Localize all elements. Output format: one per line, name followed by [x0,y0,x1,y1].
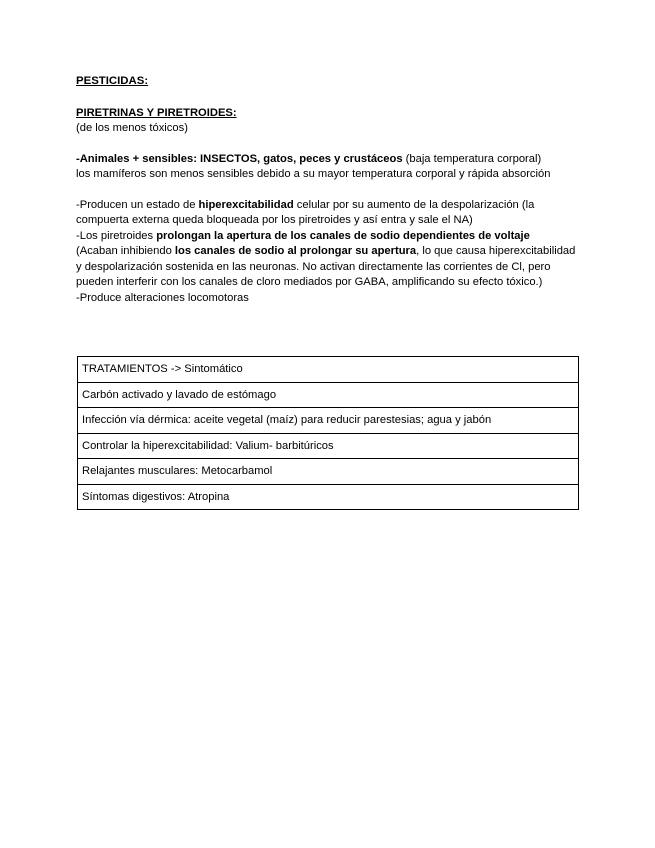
p1-text-c: celular por su aumento de la despolarización (la compuerta externa queda bloqueada por los piretroides y así entra y sale el NA) [76,198,535,226]
table-cell: TRATAMIENTOS -> Sintomático [78,357,579,383]
table-row [78,433,579,459]
p3-text-c: , lo que causa hiperexcitabilidad y despolarización sostenida en las neuronas. No activan directamente las corrientes de Cl, pero pueden interferir con los canales de cloro mediados por GABA, amplificando su efecto tóxico.) [76,245,576,288]
table-row [78,459,579,485]
section-subtitle: (de los menos tóxicos) [76,122,188,134]
mammals-line: los mamíferos son menos sensibles debido a su mayor temperatura corporal y rápida absorción [76,168,551,180]
table-cell: Relajantes musculares: Metocarbamol [78,459,579,485]
paragraph-inhibition [76,244,580,291]
animals-suffix: (baja temperatura corporal) [402,152,542,165]
p2-text-a: -Los piretroides [76,229,157,242]
treatments-table [77,356,579,510]
section-title: PIRETRINAS Y PIRETROIDES: [76,106,237,119]
paragraph-locomotor: -Produce alteraciones locomotoras [76,291,249,304]
document-body [76,74,580,306]
table-cell: Controlar la hiperexcitabilidad: Valium- barbitúricos [78,433,579,459]
table-cell: Carbón activado y lavado de estómago [78,382,579,408]
p3-bold: los canales de sodio al prolongar su apertura [174,245,417,257]
table-cell: Síntomas digestivos: Atropina [78,484,579,510]
p1-text-a: -Producen un estado de [76,198,199,211]
animals-bold-text: -Animales + sensibles: INSECTOS, gatos, peces y crustáceos [76,152,403,165]
table-row [78,484,579,510]
table-row [78,357,579,383]
table-row [78,408,579,434]
table-row [78,382,579,408]
p1-bold: hiperexcitabilidad [198,198,294,211]
page-title: PESTICIDAS: [76,75,149,87]
animals-line [76,152,580,168]
paragraph-sodium-channels [76,229,580,245]
p3-text-a: (Acaban inhibiendo [76,245,175,257]
table-cell: Infección vía dérmica: aceite vegetal (maíz) para reducir parestesias; agua y jabón [78,408,579,434]
p2-bold: prolongan la apertura de los canales de sodio dependientes de voltaje [156,229,530,242]
paragraph-hyperexcitability [76,198,580,229]
